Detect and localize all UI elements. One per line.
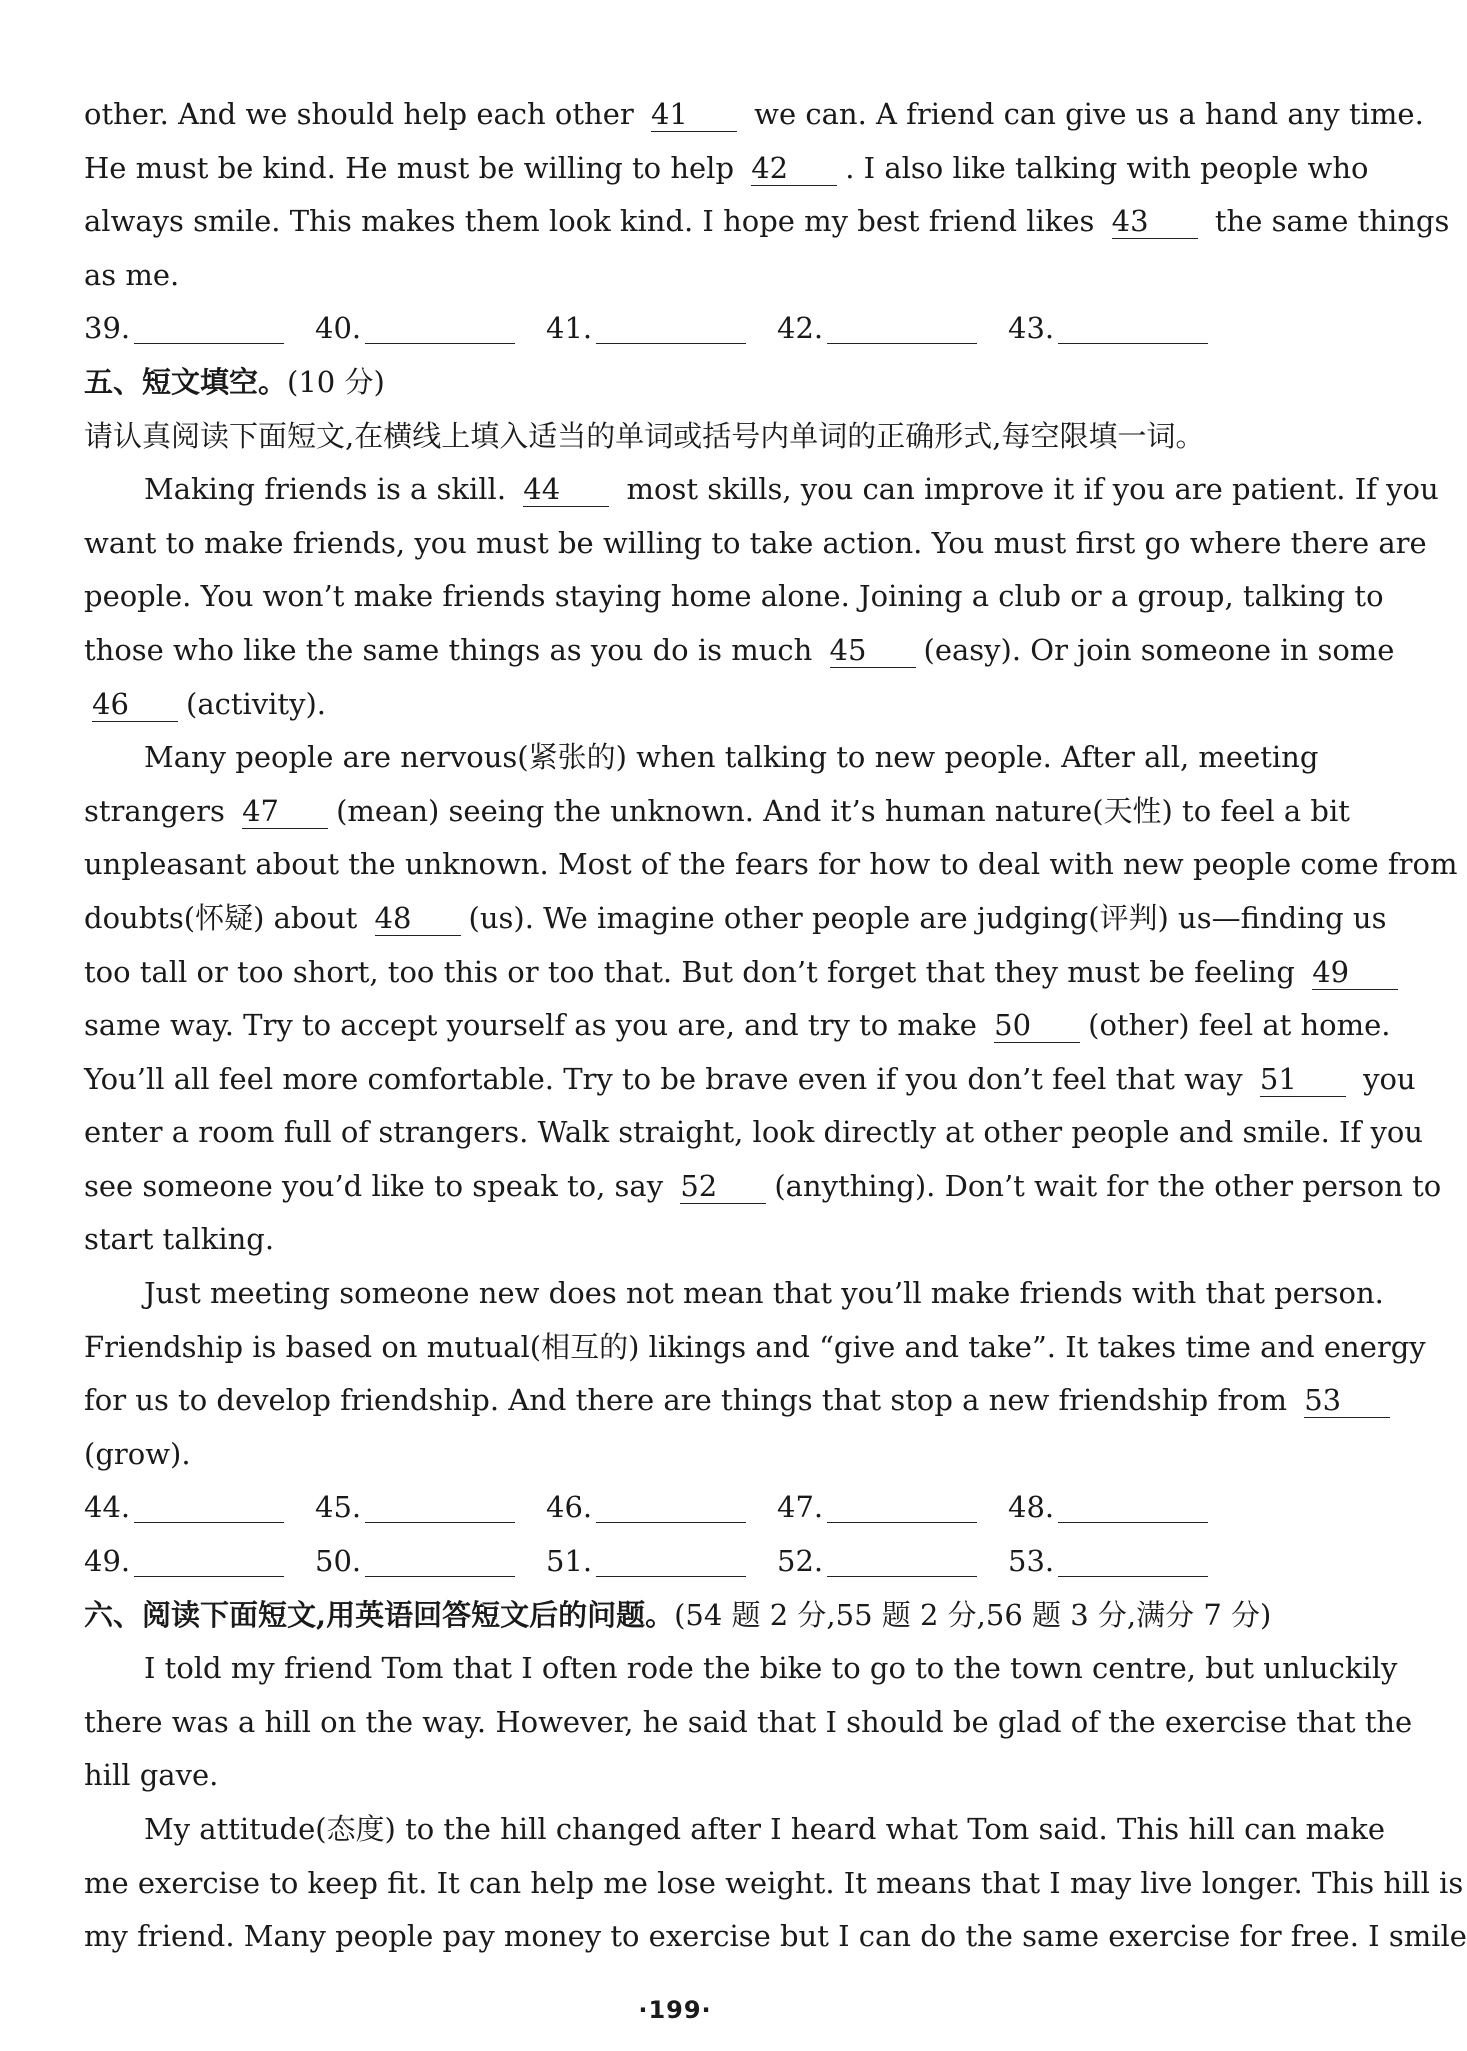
answer-row bbox=[84, 1535, 1312, 1589]
text-segment: Friendship is based on mutual(相互的) likings and “give and take”. It takes time and energy bbox=[84, 1329, 1426, 1364]
text-segment: me exercise to keep fit. It can help me lose weight. It means that I may live longer. This hill is bbox=[84, 1865, 1464, 1900]
text-segment: Just meeting someone new does not mean that you’ll make friends with that person. bbox=[144, 1276, 1384, 1311]
text-segment: (other) feel at home. bbox=[1088, 1008, 1391, 1043]
answer-number: 46. bbox=[546, 1490, 593, 1525]
text-line bbox=[84, 570, 1384, 624]
answer-number: 42. bbox=[777, 311, 824, 346]
text-line bbox=[84, 946, 1350, 1000]
answer-line[interactable] bbox=[365, 1546, 515, 1577]
passage-top bbox=[84, 88, 1450, 302]
answer-item bbox=[84, 1481, 315, 1535]
answer-number: 47. bbox=[777, 1490, 824, 1525]
answer-number: 49. bbox=[84, 1544, 131, 1579]
answer-blank[interactable]: 52 bbox=[680, 1169, 766, 1204]
text-segment: (grow). bbox=[84, 1436, 191, 1471]
answer-item bbox=[1008, 1481, 1239, 1535]
answer-number: 50. bbox=[315, 1544, 362, 1579]
page-number: ·199· bbox=[638, 1996, 712, 2024]
answer-item bbox=[546, 1535, 777, 1589]
answer-item bbox=[777, 1535, 1008, 1589]
section-5-title: 五、短文填空。 bbox=[84, 364, 288, 399]
text-segment: My attitude(态度) to the hill changed after I heard what Tom said. This hill can make bbox=[144, 1812, 1386, 1846]
text-segment: start talking. bbox=[84, 1222, 275, 1257]
text-segment: my friend. Many people pay money to exercise but I can do the same exercise for free. I smile bbox=[84, 1919, 1467, 1954]
section-5-heading bbox=[84, 356, 1312, 410]
answer-blank[interactable]: 49 bbox=[1312, 955, 1398, 990]
answer-item bbox=[546, 1481, 777, 1535]
text-segment: there was a hill on the way. However, he said that I should be glad of the exercise that the bbox=[84, 1704, 1413, 1739]
text-segment: I told my friend Tom that I often rode the bike to go to the town centre, but unluckily bbox=[144, 1651, 1398, 1686]
text-segment: always smile. This makes them look kind. I hope my best friend likes bbox=[84, 204, 1104, 239]
text-segment: (mean) seeing the unknown. And it’s human nature(天性) to feel a bit bbox=[336, 793, 1350, 828]
text-line bbox=[84, 1803, 1386, 1857]
text-segment: people. You won’t make friends staying home alone. Joining a club or a group, talking to bbox=[84, 579, 1384, 614]
text-line bbox=[84, 1642, 1398, 1696]
text-segment: strangers bbox=[84, 793, 235, 828]
section-5-passage bbox=[84, 463, 1458, 1481]
section-6-score: (54 题 2 分,55 题 2 分,56 题 3 分,满分 7 分) bbox=[674, 1597, 1272, 1632]
text-line bbox=[84, 517, 1427, 571]
text-line bbox=[84, 463, 1439, 517]
text-segment: He must be kind. He must be willing to help bbox=[84, 150, 744, 185]
text-segment: we can. A friend can give us a hand any time. bbox=[744, 97, 1424, 131]
answer-line[interactable] bbox=[365, 1492, 515, 1523]
answer-row bbox=[84, 1481, 1312, 1535]
text-segment: the same things bbox=[1205, 204, 1450, 239]
answer-number: 52. bbox=[777, 1544, 824, 1579]
text-line bbox=[84, 1910, 1467, 1964]
section-6-heading bbox=[84, 1589, 1312, 1643]
answer-line[interactable] bbox=[1058, 1546, 1208, 1577]
text-line bbox=[84, 1213, 1312, 1267]
text-line bbox=[84, 892, 1387, 946]
answer-blank[interactable]: 48 bbox=[375, 901, 461, 936]
text-segment: as me. bbox=[84, 257, 180, 292]
text-line bbox=[84, 1321, 1426, 1375]
answer-blank[interactable]: 53 bbox=[1304, 1383, 1390, 1418]
text-segment: Making friends is a skill. bbox=[144, 472, 516, 507]
answer-number: 39. bbox=[84, 311, 131, 346]
text-line bbox=[84, 1696, 1413, 1750]
answer-blank[interactable]: 42 bbox=[751, 151, 837, 186]
answer-item bbox=[84, 302, 315, 356]
answer-item bbox=[1008, 1535, 1239, 1589]
text-line bbox=[84, 624, 1395, 678]
answer-line[interactable] bbox=[827, 1492, 977, 1523]
answer-line[interactable] bbox=[134, 1492, 284, 1523]
answer-item bbox=[777, 302, 1008, 356]
text-line bbox=[84, 1160, 1442, 1214]
text-line bbox=[84, 1857, 1464, 1911]
text-line bbox=[84, 1749, 1312, 1803]
text-line bbox=[84, 785, 1350, 839]
text-segment: see someone you’d like to speak to, say bbox=[84, 1168, 673, 1203]
text-segment: doubts(怀疑) about bbox=[84, 900, 367, 935]
answer-item bbox=[1008, 302, 1239, 356]
answer-item bbox=[315, 1481, 546, 1535]
answer-block-44-53 bbox=[84, 1481, 1312, 1588]
text-line bbox=[84, 249, 1312, 303]
answer-number: 51. bbox=[546, 1544, 593, 1579]
text-segment: Many people are nervous(紧张的) when talking to new people. After all, meeting bbox=[144, 740, 1319, 775]
text-segment: (us). We imagine other people are judging(评判) us—finding us bbox=[468, 900, 1387, 935]
text-line bbox=[84, 731, 1319, 785]
answer-line[interactable] bbox=[134, 313, 284, 344]
answer-number: 48. bbox=[1008, 1490, 1055, 1525]
answer-item bbox=[546, 302, 777, 356]
text-line bbox=[84, 195, 1450, 249]
text-segment: You’ll all feel more comfortable. Try to be brave even if you don’t feel that way bbox=[84, 1061, 1252, 1096]
section-5-instruction: 请认真阅读下面短文,在横线上填入适当的单词或括号内单词的正确形式,每空限填一词。 bbox=[84, 418, 1205, 453]
answer-blank[interactable]: 44 bbox=[523, 472, 609, 507]
section-5-score: (10 分) bbox=[287, 364, 385, 399]
answer-item bbox=[84, 1535, 315, 1589]
text-segment: enter a room full of strangers. Walk straight, look directly at other people and smile. If you bbox=[84, 1115, 1423, 1150]
answer-blank[interactable]: 51 bbox=[1260, 1062, 1346, 1097]
answer-line[interactable] bbox=[1058, 1492, 1208, 1523]
text-segment: unpleasant about the unknown. Most of the fears for how to deal with new people come from bbox=[84, 847, 1458, 882]
text-segment: those who like the same things as you do is much bbox=[84, 632, 822, 667]
answer-blank[interactable]: 45 bbox=[830, 633, 916, 668]
answer-blank[interactable]: 41 bbox=[651, 97, 737, 132]
text-segment: other. And we should help each other bbox=[84, 97, 643, 131]
page-content bbox=[84, 88, 1467, 1964]
answer-number: 41. bbox=[546, 311, 593, 346]
text-line bbox=[84, 88, 1424, 142]
answer-item bbox=[315, 1535, 546, 1589]
text-line bbox=[84, 1106, 1423, 1160]
text-segment: too tall or too short, too this or too that. But don’t forget that they must be feeling bbox=[84, 954, 1305, 989]
text-line bbox=[84, 142, 1369, 196]
text-segment: (activity). bbox=[186, 686, 327, 721]
text-line bbox=[84, 1267, 1384, 1321]
answer-number: 43. bbox=[1008, 311, 1055, 346]
text-segment: want to make friends, you must be willing to take action. You must first go where there are bbox=[84, 525, 1427, 560]
text-segment: you bbox=[1353, 1061, 1416, 1096]
answer-item bbox=[777, 1481, 1008, 1535]
section-6-passage bbox=[84, 1642, 1467, 1964]
text-segment: same way. Try to accept yourself as you are, and try to make bbox=[84, 1008, 987, 1043]
answer-item bbox=[315, 302, 546, 356]
text-line bbox=[84, 1053, 1416, 1107]
answer-number: 45. bbox=[315, 1490, 362, 1525]
text-segment: . I also like talking with people who bbox=[845, 150, 1369, 185]
answer-blank[interactable]: 50 bbox=[994, 1008, 1080, 1043]
answer-block-39-43 bbox=[84, 302, 1312, 356]
text-line bbox=[84, 999, 1391, 1053]
answer-blank[interactable]: 46 bbox=[92, 687, 178, 722]
text-segment: most skills, you can improve it if you are patient. If you bbox=[617, 472, 1439, 507]
text-segment: (anything). Don’t wait for the other person to bbox=[774, 1168, 1442, 1203]
answer-line[interactable] bbox=[1058, 313, 1208, 344]
answer-line[interactable] bbox=[596, 313, 746, 344]
text-line bbox=[84, 678, 1312, 732]
text-line bbox=[84, 1428, 1312, 1482]
text-segment: for us to develop friendship. And there are things that stop a new friendship from bbox=[84, 1383, 1297, 1418]
answer-number: 53. bbox=[1008, 1544, 1055, 1579]
answer-number: 40. bbox=[315, 311, 362, 346]
text-segment: hill gave. bbox=[84, 1758, 219, 1793]
answer-line[interactable] bbox=[827, 313, 977, 344]
answer-line[interactable] bbox=[827, 1546, 977, 1577]
text-line bbox=[84, 838, 1458, 892]
answer-line[interactable] bbox=[596, 1546, 746, 1577]
text-segment: (easy). Or join someone in some bbox=[923, 632, 1395, 667]
answer-line[interactable] bbox=[365, 313, 515, 344]
text-line bbox=[84, 1374, 1342, 1428]
answer-blank[interactable]: 47 bbox=[242, 794, 328, 829]
answer-number: 44. bbox=[84, 1490, 131, 1525]
answer-row bbox=[84, 302, 1312, 356]
answer-line[interactable] bbox=[596, 1492, 746, 1523]
section-6-title: 六、阅读下面短文,用英语回答短文后的问题。 bbox=[84, 1597, 675, 1632]
answer-blank[interactable]: 43 bbox=[1112, 204, 1198, 239]
answer-line[interactable] bbox=[134, 1546, 284, 1577]
